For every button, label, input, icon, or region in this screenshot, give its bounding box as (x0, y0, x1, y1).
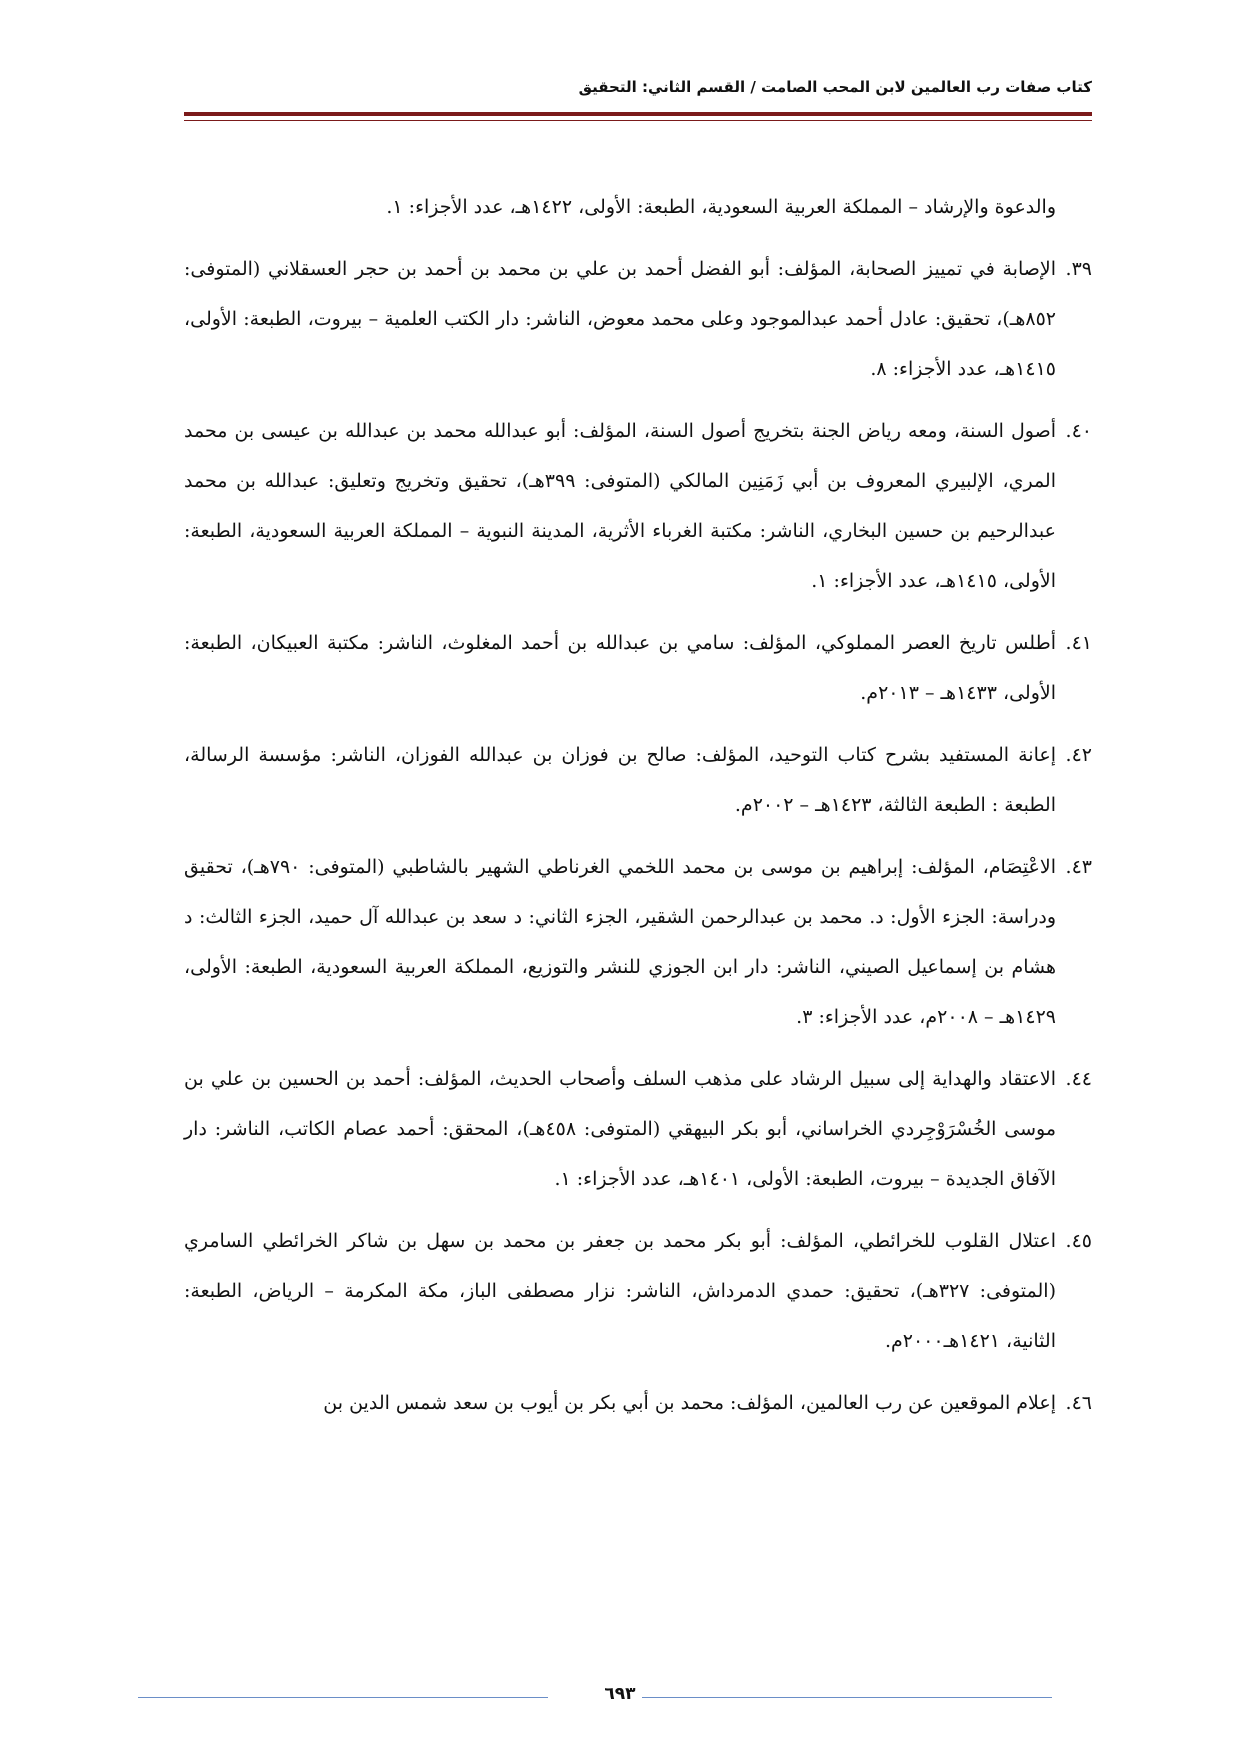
continuation-paragraph: والدعوة والإرشاد – المملكة العربية السعودية، الطبعة: الأولى، ١٤٢٢هـ، عدد الأجزاء: ١. (386, 196, 1056, 218)
bibliography-entry (184, 244, 1092, 394)
bibliography-entry (184, 618, 1092, 718)
bibliography-entry (184, 406, 1092, 606)
entry-number: ٤٥. (1065, 1230, 1092, 1252)
entry-number: ٤٠. (1065, 420, 1092, 442)
entry-text: الاعتقاد والهداية إلى سبيل الرشاد على مذهب السلف وأصحاب الحديث، المؤلف: أحمد بن الحسين بن علي بن موسى الخُسْرَوْجِردي الخراساني، أبو بكر البيهقي (المتوفى: ٤٥٨هـ)، المحقق: أحمد عصام الكاتب، الناشر: دار الآفاق الجديدة – بيروت، الطبعة: الأولى، ١٤٠١هـ، عدد الأجزاء: ١. (184, 1068, 1056, 1190)
entry-number: ٤٢. (1065, 744, 1092, 766)
footer-rule-right (642, 1697, 1052, 1698)
entry-text: أطلس تاريخ العصر المملوكي، المؤلف: سامي بن عبدالله بن أحمد المغلوث، الناشر: مكتبة العبيكان، الطبعة: الأولى، ١٤٣٣هـ – ٢٠١٣م. (184, 632, 1056, 704)
bibliography-entry (184, 1378, 1092, 1428)
entry-number: ٤٦. (1065, 1392, 1092, 1414)
header-rule-thick (184, 112, 1092, 116)
entry-number: ٤٣. (1065, 856, 1092, 878)
entry-text: اعتلال القلوب للخرائطي، المؤلف: أبو بكر محمد بن جعفر بن محمد بن سهل بن شاكر الخرائطي السامري (المتوفى: ٣٢٧هـ)، تحقيق: حمدي الدمرداش، الناشر: نزار مصطفى الباز، مكة المكرمة – الرياض، الطبعة: الثانية، ١٤٢١هـ٢٠٠٠م. (184, 1230, 1057, 1352)
header-rule-thin (184, 120, 1092, 121)
page-number: ٦٩٣ (604, 1684, 636, 1704)
bibliography-entry (184, 842, 1092, 1042)
bibliography-entry (184, 1216, 1092, 1366)
bibliography-entry (184, 730, 1092, 830)
entry-text: الاعْتِصَام، المؤلف: إبراهيم بن موسى بن محمد اللخمي الغرناطي الشهير بالشاطبي (المتوفى: ٧٩٠هـ)، تحقيق ودراسة: الجزء الأول: د. محمد بن عبدالرحمن الشقير، الجزء الثاني: د سعد بن عبدالله آل حميد، الجزء الثالث: د هشام بن إسماعيل الصيني، الناشر: دار ابن الجوزي للنشر والتوزيع، المملكة العربية السعودية، الطبعة: الأولى، ١٤٢٩هـ – ٢٠٠٨م، عدد الأجزاء: ٣. (184, 856, 1056, 1028)
bibliography-entry (184, 1054, 1092, 1204)
bibliography-list (184, 182, 1092, 1440)
entry-number: ٤١. (1065, 632, 1092, 654)
entry-number: ٤٤. (1065, 1068, 1092, 1090)
running-header-title: كتاب صفات رب العالمين لابن المحب الصامت / القسم الثاني: التحقيق (578, 78, 1092, 96)
entry-text: الإصابة في تمييز الصحابة، المؤلف: أبو الفضل أحمد بن علي بن محمد بن أحمد بن حجر العسقلاني (المتوفى: ٨٥٢هـ)، تحقيق: عادل أحمد عبدالموجود وعلى محمد معوض، الناشر: دار الكتب العلمية – بيروت، الطبعة: الأولى، ١٤١٥هـ، عدد الأجزاء: ٨. (184, 258, 1056, 380)
entry-number: ٣٩. (1065, 258, 1092, 280)
entry-text: إعلام الموقعين عن رب العالمين، المؤلف: محمد بن أبي بكر بن أيوب بن سعد شمس الدين بن (323, 1392, 1056, 1414)
footer-rule-left (138, 1697, 548, 1698)
entry-text: إعانة المستفيد بشرح كتاب التوحيد، المؤلف: صالح بن فوزان بن عبدالله الفوزان، الناشر: مؤسسة الرسالة، الطبعة : الطبعة الثالثة، ١٤٢٣هـ – ٢٠٠٢م. (184, 744, 1056, 816)
entry-text: أصول السنة، ومعه رياض الجنة بتخريج أصول السنة، المؤلف: أبو عبدالله محمد بن عبدالله بن عيسى بن محمد المري، الإلبيري المعروف بن أبي زَمَنِين المالكي (المتوفى: ٣٩٩هـ)، تحقيق وتخريج وتعليق: عبدالله بن محمد عبدالرحيم بن حسين البخاري، الناشر: مكتبة الغرباء الأثرية، المدينة النبوية – المملكة العربية السعودية، الطبعة: الأولى، ١٤١٥هـ، عدد الأجزاء: ١. (184, 420, 1057, 592)
